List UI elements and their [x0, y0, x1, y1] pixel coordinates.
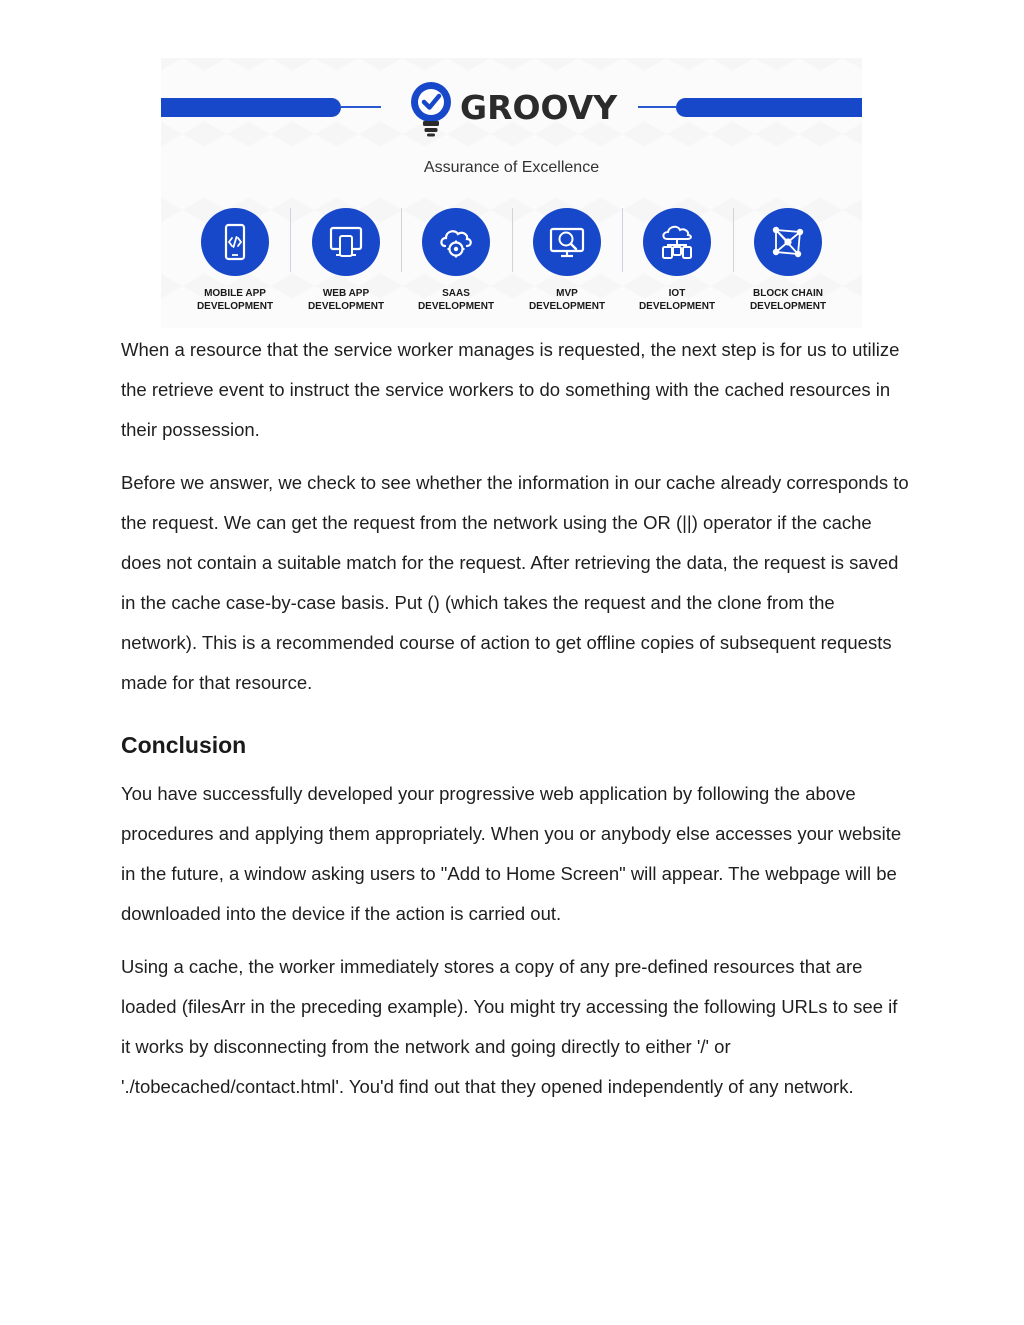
paragraph: Using a cache, the worker immediately stores a copy of any pre-defined resources that are loaded (filesArr in the preceding example). You might try accessing the following URLs to see if it works by disconnecting from the network and going directly to either '/' or './tobecached/contact.html'. You'd find out that they opened independently of any network. — [121, 956, 898, 1097]
service-label: WEB APP DEVELOPMENT — [307, 288, 385, 312]
paragraph: Before we answer, we check to see whether the information in our cache already corresponds to the request. We can get the request from the network using the OR (||) operator if the cache does not contain a suitable match for the request. After retrieving the data, the request is saved in the cache case-by-case basis. Put () (which takes the request and the clone from the network). This is a recommended course of action to get offline copies of subsequent requests made for that resource. — [121, 472, 909, 693]
service-label: MVP DEVELOPMENT — [528, 288, 606, 312]
service-label: MOBILE APP DEVELOPMENT — [196, 288, 274, 312]
divider — [512, 208, 513, 272]
lightbulb-check-icon — [408, 80, 454, 138]
divider — [290, 208, 291, 272]
iot-cloud-icon — [657, 222, 697, 262]
mvp-monitor-icon — [547, 222, 587, 262]
service-circle — [533, 208, 601, 276]
service-blockchain — [738, 208, 838, 313]
service-iot — [627, 208, 727, 313]
groovy-logo — [408, 80, 618, 140]
service-circle — [422, 208, 490, 276]
banner-left-line — [341, 106, 381, 108]
divider — [733, 208, 734, 272]
web-devices-icon — [326, 222, 366, 262]
divider — [401, 208, 402, 272]
service-mvp — [517, 208, 617, 313]
service-mobile-app — [185, 208, 285, 313]
cloud-gear-icon — [436, 222, 476, 262]
mobile-code-icon — [215, 222, 255, 262]
banner-right-bar — [676, 98, 862, 117]
banner-right-line — [638, 106, 676, 108]
service-circle — [643, 208, 711, 276]
service-saas — [406, 208, 506, 313]
divider — [622, 208, 623, 272]
groovy-banner-image — [161, 58, 862, 328]
section-heading: Conclusion — [121, 732, 247, 758]
paragraph: When a resource that the service worker manages is requested, the next step is for us to utilize the retrieve event to instruct the service workers to do something with the cached resources in their possession. — [121, 339, 900, 440]
banner-tagline: Assurance of Excellence — [423, 159, 600, 176]
network-nodes-icon — [768, 222, 808, 262]
service-circle — [201, 208, 269, 276]
service-circle — [754, 208, 822, 276]
service-label: IOT DEVELOPMENT — [638, 288, 716, 312]
paragraph: You have successfully developed your progressive web application by following the above procedures and applying them appropriately. When you or anybody else accesses your website in the future, a window asking users to "Add to Home Screen" will appear. The webpage will be downloaded into the device if the action is carried out. — [121, 783, 902, 924]
service-web-app — [296, 208, 396, 313]
service-label: SAAS DEVELOPMENT — [417, 288, 495, 312]
banner-left-bar — [161, 98, 341, 117]
service-circle — [312, 208, 380, 276]
brand-name: GROOVY — [460, 88, 618, 127]
service-label: BLOCK CHAIN DEVELOPMENT — [749, 288, 827, 312]
